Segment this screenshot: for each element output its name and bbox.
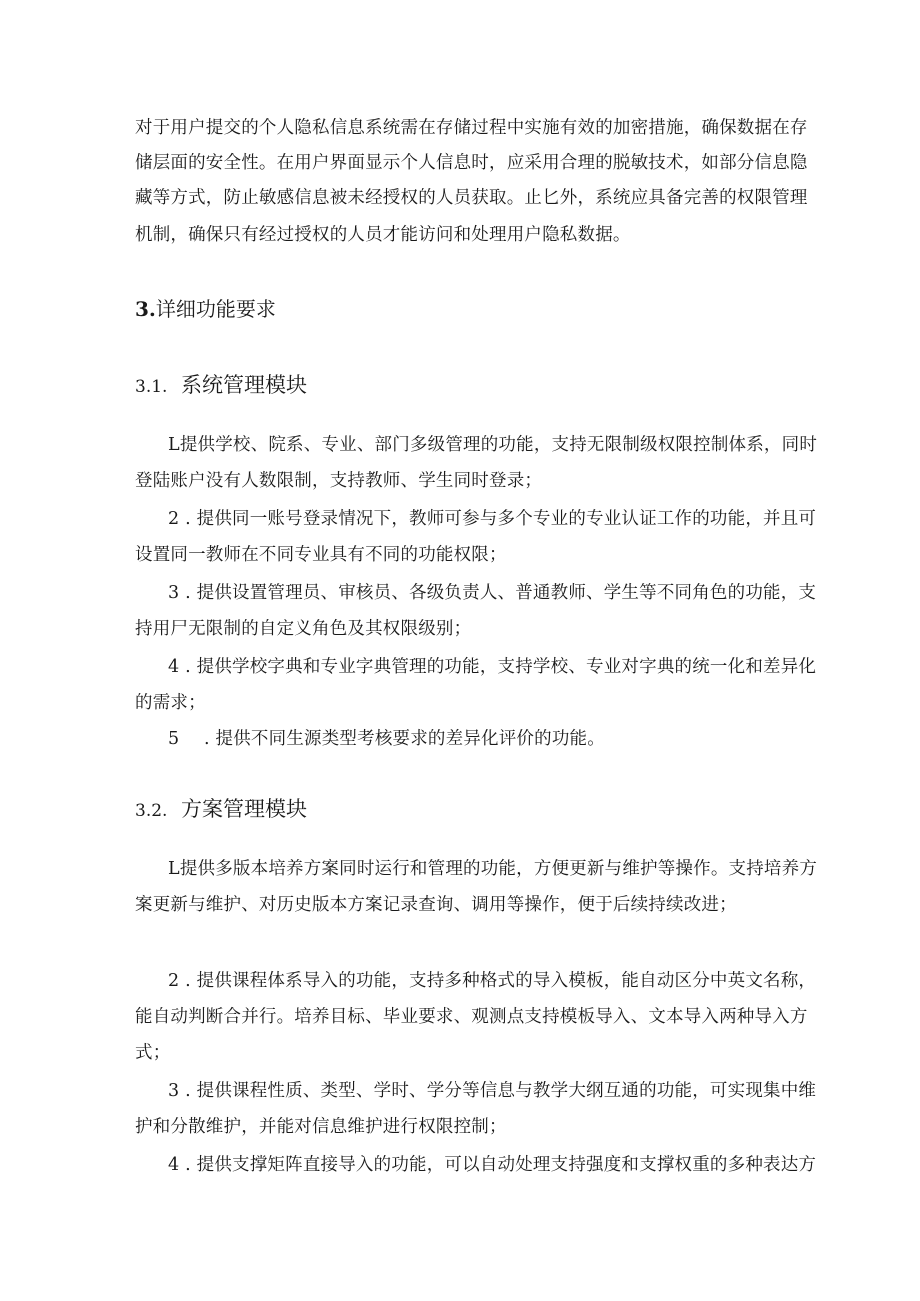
item-number: 4: [168, 1155, 180, 1175]
section-3-heading: [135, 296, 276, 322]
section-3-1-item-1-line-1: [168, 434, 817, 456]
section-3-2-item-2-line-1: [168, 970, 816, 992]
item-number: 4: [168, 657, 180, 677]
section-3-2-heading: [135, 796, 307, 824]
section-3-1-heading: [135, 372, 307, 400]
item-text: . 提供设置管理员、审核员、各级负责人、普通教师、学生等不同角色的功能，支: [179, 583, 817, 603]
item-text: . 提供课程性质、类型、学时、学分等信息与教学大纲互通的功能，可实现集中维: [179, 1081, 817, 1101]
section-3-title: 详细功能要求: [155, 297, 276, 321]
section-3-2-item-4-line-1: [168, 1154, 816, 1176]
item-text: . 提供同一账号登录情况下，教师可参与多个专业的专业认证工作的功能，并且可: [179, 509, 817, 529]
section-3-2-item-1-line-2: 案更新与维护、对历史版本方案记录查询、调用等操作，便于后续持续改进；: [135, 895, 737, 915]
section-3-1-title: 系统管理模块: [181, 373, 307, 397]
section-3-1-item-3-line-1: [168, 582, 816, 604]
item-text: . 提供学校字典和专业字典管理的功能，支持学校、专业对字典的统一化和差异化: [179, 657, 817, 677]
item-number: 3: [168, 583, 180, 603]
section-3-2-item-2-line-3: 式；: [135, 1043, 171, 1063]
section-3-1-item-3-line-2: 持用尸无限制的自定义角色及其权限级别；: [135, 619, 472, 639]
intro-line-1: 对于用户提交的个人隐私信息系统需在存储过程中实施有效的加密措施，确保数据在存: [135, 118, 808, 138]
section-3-number: 3.: [135, 297, 156, 321]
item-text: 提供学校、院系、专业、部门多级管理的功能，支持无限制级权限控制体系，同时: [179, 435, 818, 455]
item-number: 3: [168, 1081, 180, 1101]
item-number: 2: [168, 971, 180, 991]
item-number: 5: [168, 729, 180, 749]
item-number: L: [168, 435, 180, 455]
intro-line-4: 机制，确保只有经过授权的人员才能访问和处理用户隐私数据。: [135, 225, 631, 245]
section-3-1-item-4-line-1: [168, 656, 816, 678]
intro-line-2: 储层面的安全性。在用户界面显示个人信息时，应采用合理的脱敏技术，如部分信息隐: [135, 153, 808, 173]
section-3-2-item-3-line-2: 护和分散维护，并能对信息维护进行权限控制；: [135, 1117, 507, 1137]
item-text: . 提供不同生源类型考核要求的差异化评价的功能。: [204, 729, 605, 749]
section-3-2-number: 3.2.: [135, 801, 168, 821]
section-3-1-number: 3.1.: [135, 377, 168, 397]
section-3-1-item-1-line-2: 登陆账户没有人数限制，支持教师、学生同时登录；: [135, 471, 543, 491]
section-3-2-title: 方案管理模块: [181, 797, 307, 821]
item-number: L: [168, 859, 180, 879]
item-number: 2: [168, 509, 180, 529]
item-text: . 提供课程体系导入的功能，支持多种格式的导入模板，能自动区分中英文名称，: [179, 971, 817, 991]
section-3-1-item-5-line-1: [168, 728, 605, 750]
section-3-2-item-1-line-1: [168, 858, 817, 880]
item-text: 提供多版本培养方案同时运行和管理的功能，方便更新与维护等操作。支持培养方: [179, 859, 818, 879]
section-3-1-item-4-line-2: 的需求；: [135, 693, 206, 713]
item-text: . 提供支撑矩阵直接导入的功能，可以自动处理支持强度和支撑权重的多种表达方: [179, 1155, 817, 1175]
intro-line-3: 藏等方式，防止敏感信息被未经授权的人员获取。止匕外，系统应具备完善的权限管理: [135, 188, 808, 208]
section-3-1-item-2-line-2: 设置同一教师在不同专业具有不同的功能权限；: [135, 545, 507, 565]
section-3-1-item-2-line-1: [168, 508, 816, 530]
section-3-2-item-3-line-1: [168, 1080, 816, 1102]
section-3-2-item-2-line-2: 能自动判断合并行。培养目标、毕业要求、观测点支持模板导入、文本导入两种导入方: [135, 1007, 808, 1027]
